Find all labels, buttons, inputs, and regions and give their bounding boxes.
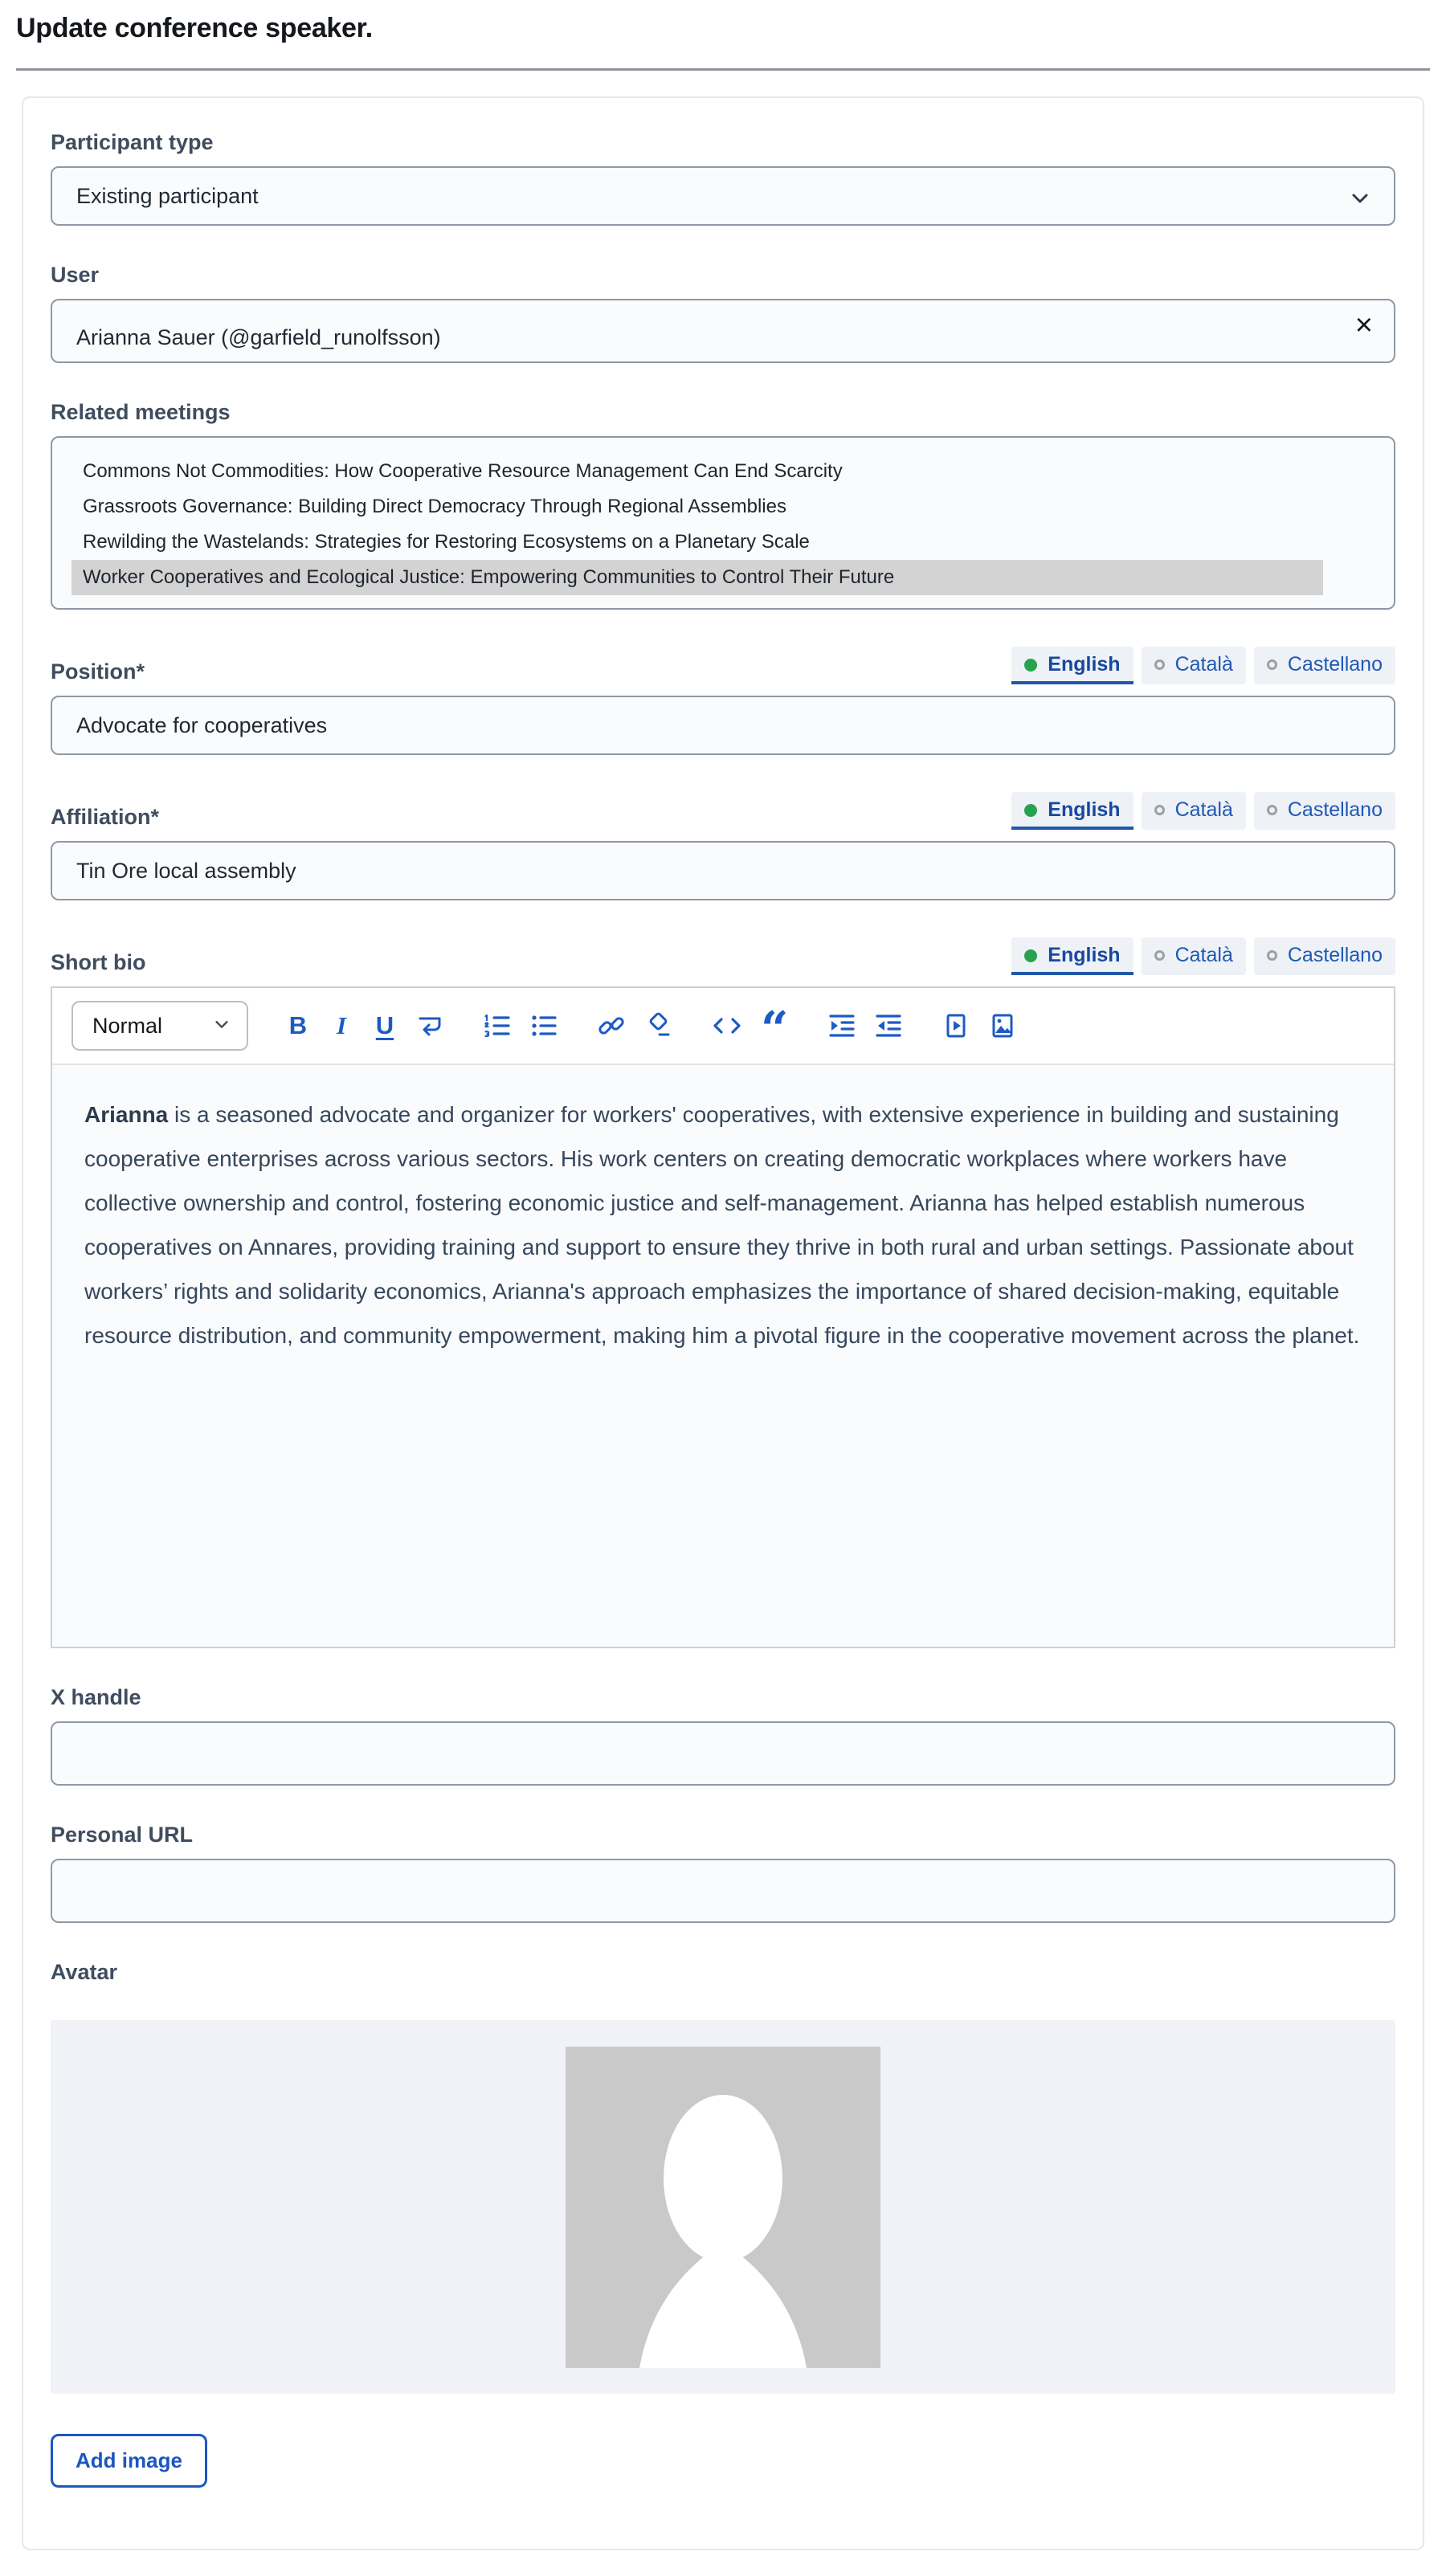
tab-language-castellano[interactable] — [1254, 792, 1395, 830]
affiliation-label: Affiliation* — [51, 805, 159, 829]
x-handle-input[interactable] — [51, 1721, 1395, 1786]
tab-language-castellano[interactable] — [1254, 937, 1395, 975]
tab-language-castellano[interactable] — [1254, 647, 1395, 684]
personal-url-field — [51, 1823, 1395, 1923]
underline-button[interactable] — [370, 1010, 399, 1042]
speaker-form-card — [22, 96, 1424, 2550]
radio-unselected-icon — [1154, 950, 1165, 961]
short-bio-field — [51, 937, 1395, 1648]
code-button[interactable] — [709, 1010, 745, 1042]
participant-type-label: Participant type — [51, 130, 214, 154]
avatar-label: Avatar — [51, 1960, 118, 1984]
participant-type-field — [51, 130, 1395, 226]
ordered-list-icon — [483, 1011, 512, 1040]
list-item[interactable]: Grassroots Governance: Building Direct Democracy Through Regional Assemblies — [83, 496, 786, 517]
affiliation-value: Tin Ore local assembly — [76, 858, 296, 883]
bold-button[interactable] — [284, 1010, 312, 1042]
radio-unselected-icon — [1154, 659, 1165, 670]
tab-language-english[interactable] — [1011, 937, 1133, 975]
paragraph-style-dropdown[interactable] — [71, 1001, 248, 1051]
bio-lead: Arianna — [84, 1102, 169, 1127]
ordered-list-button[interactable] — [481, 1010, 513, 1042]
tab-language-catala[interactable] — [1142, 937, 1246, 975]
close-icon[interactable]: × — [1354, 308, 1373, 342]
radio-unselected-icon — [1267, 659, 1277, 670]
bold-icon: B — [288, 1011, 308, 1039]
tab-label: Català — [1174, 798, 1233, 821]
position-label: Position* — [51, 659, 145, 684]
tab-language-english[interactable] — [1011, 647, 1133, 684]
tab-label: Castellano — [1287, 944, 1383, 966]
indent-icon — [827, 1011, 856, 1040]
user-value: Arianna Sauer (@garfield_runolfsson) — [76, 325, 441, 349]
tab-language-catala[interactable] — [1142, 792, 1246, 830]
bio-text: is a seasoned advocate and organizer for workers' cooperatives, with extensive experience in building and sustaining cooperative enterprises across various sectors. His work centers on creating democratic workplaces where workers have collective ownership and control, fostering economic justice and self-management. Arianna has helped establish numerous cooperatives on Annares, providing training and support to ensure they thrive in both rural and urban settings. Passionate about workers’ rights and solidarity economics, Arianna's approach emphasizes the importance of shared decision-making, equitable resource distribution, and community empowerment, making him a pivotal figure in the cooperative movement across the planet. — [84, 1102, 1360, 1348]
line-break-icon — [415, 1011, 444, 1040]
bullet-list-button[interactable] — [528, 1010, 560, 1042]
line-break-button[interactable] — [414, 1010, 446, 1042]
radio-selected-icon — [1024, 804, 1037, 817]
link-icon — [597, 1011, 626, 1040]
radio-unselected-icon — [1267, 805, 1277, 815]
outdent-icon — [874, 1011, 903, 1040]
paragraph-style-value: Normal — [92, 1013, 163, 1038]
tab-label: Català — [1174, 653, 1233, 676]
editor-toolbar — [52, 988, 1394, 1063]
tab-label: Castellano — [1287, 798, 1383, 821]
x-handle-label: X handle — [51, 1685, 141, 1709]
avatar-preview-panel — [51, 2020, 1395, 2394]
clear-format-icon — [643, 1011, 672, 1040]
code-icon — [711, 1011, 743, 1040]
tab-label: English — [1048, 798, 1121, 821]
list-item[interactable]: Commons Not Commodities: How Cooperative Resource Management Can End Scarcity — [83, 460, 843, 482]
tab-label: English — [1048, 944, 1121, 966]
list-item-selected[interactable]: Worker Cooperatives and Ecological Justice: Empowering Communities to Control Their Future — [71, 560, 1323, 595]
link-button[interactable] — [595, 1010, 627, 1042]
affiliation-field — [51, 792, 1395, 900]
blockquote-button[interactable] — [759, 1002, 790, 1058]
avatar-placeholder-image — [566, 2047, 880, 2368]
tab-label: English — [1048, 653, 1121, 676]
title-divider — [16, 68, 1430, 71]
video-button[interactable] — [940, 1010, 972, 1042]
radio-unselected-icon — [1267, 950, 1277, 961]
outdent-button[interactable] — [872, 1010, 905, 1042]
italic-icon: I — [336, 1011, 347, 1039]
related-meetings-label: Related meetings — [51, 400, 231, 424]
page-title: Update conference speaker. — [16, 13, 373, 43]
tab-label: Castellano — [1287, 653, 1383, 676]
affiliation-input[interactable] — [51, 841, 1395, 900]
radio-unselected-icon — [1154, 805, 1165, 815]
chevron-down-icon — [1349, 187, 1371, 215]
x-handle-field — [51, 1685, 1395, 1786]
affiliation-language-tabs — [1011, 792, 1395, 830]
position-value: Advocate for cooperatives — [76, 712, 328, 737]
chevron-down-icon — [213, 1014, 231, 1039]
list-item[interactable]: Rewilding the Wastelands: Strategies for Restoring Ecosystems on a Planetary Scale — [83, 531, 810, 553]
image-button[interactable] — [986, 1010, 1019, 1042]
rich-text-editor — [51, 986, 1395, 1648]
position-language-tabs — [1011, 647, 1395, 684]
tab-language-catala[interactable] — [1142, 647, 1246, 684]
position-input[interactable] — [51, 696, 1395, 755]
add-image-button[interactable]: Add image — [51, 2434, 207, 2488]
personal-url-label: Personal URL — [51, 1823, 194, 1847]
radio-selected-icon — [1024, 659, 1037, 672]
bullet-list-icon — [529, 1011, 558, 1040]
position-field — [51, 647, 1395, 755]
short-bio-label: Short bio — [51, 950, 146, 974]
radio-selected-icon — [1024, 949, 1037, 962]
related-meetings-list — [51, 436, 1395, 610]
related-meetings-field — [51, 400, 1395, 610]
image-icon — [988, 1011, 1017, 1040]
indent-button[interactable] — [826, 1010, 858, 1042]
participant-type-select[interactable] — [51, 166, 1395, 226]
blockquote-icon: “ — [761, 1002, 789, 1058]
tab-label: Català — [1174, 944, 1233, 966]
short-bio-language-tabs — [1011, 937, 1395, 975]
avatar-field — [51, 1960, 1395, 2488]
italic-button[interactable] — [327, 1010, 356, 1042]
personal-url-input[interactable] — [51, 1859, 1395, 1923]
video-icon — [942, 1011, 970, 1040]
user-field — [51, 263, 1395, 363]
tab-language-english[interactable] — [1011, 792, 1133, 830]
underline-icon: U — [375, 1011, 394, 1039]
participant-type-value: Existing participant — [76, 183, 259, 208]
clear-format-button[interactable] — [642, 1010, 674, 1042]
short-bio-editor-content[interactable] — [52, 1063, 1394, 1647]
user-label: User — [51, 263, 100, 287]
user-autocomplete[interactable] — [51, 299, 1395, 363]
